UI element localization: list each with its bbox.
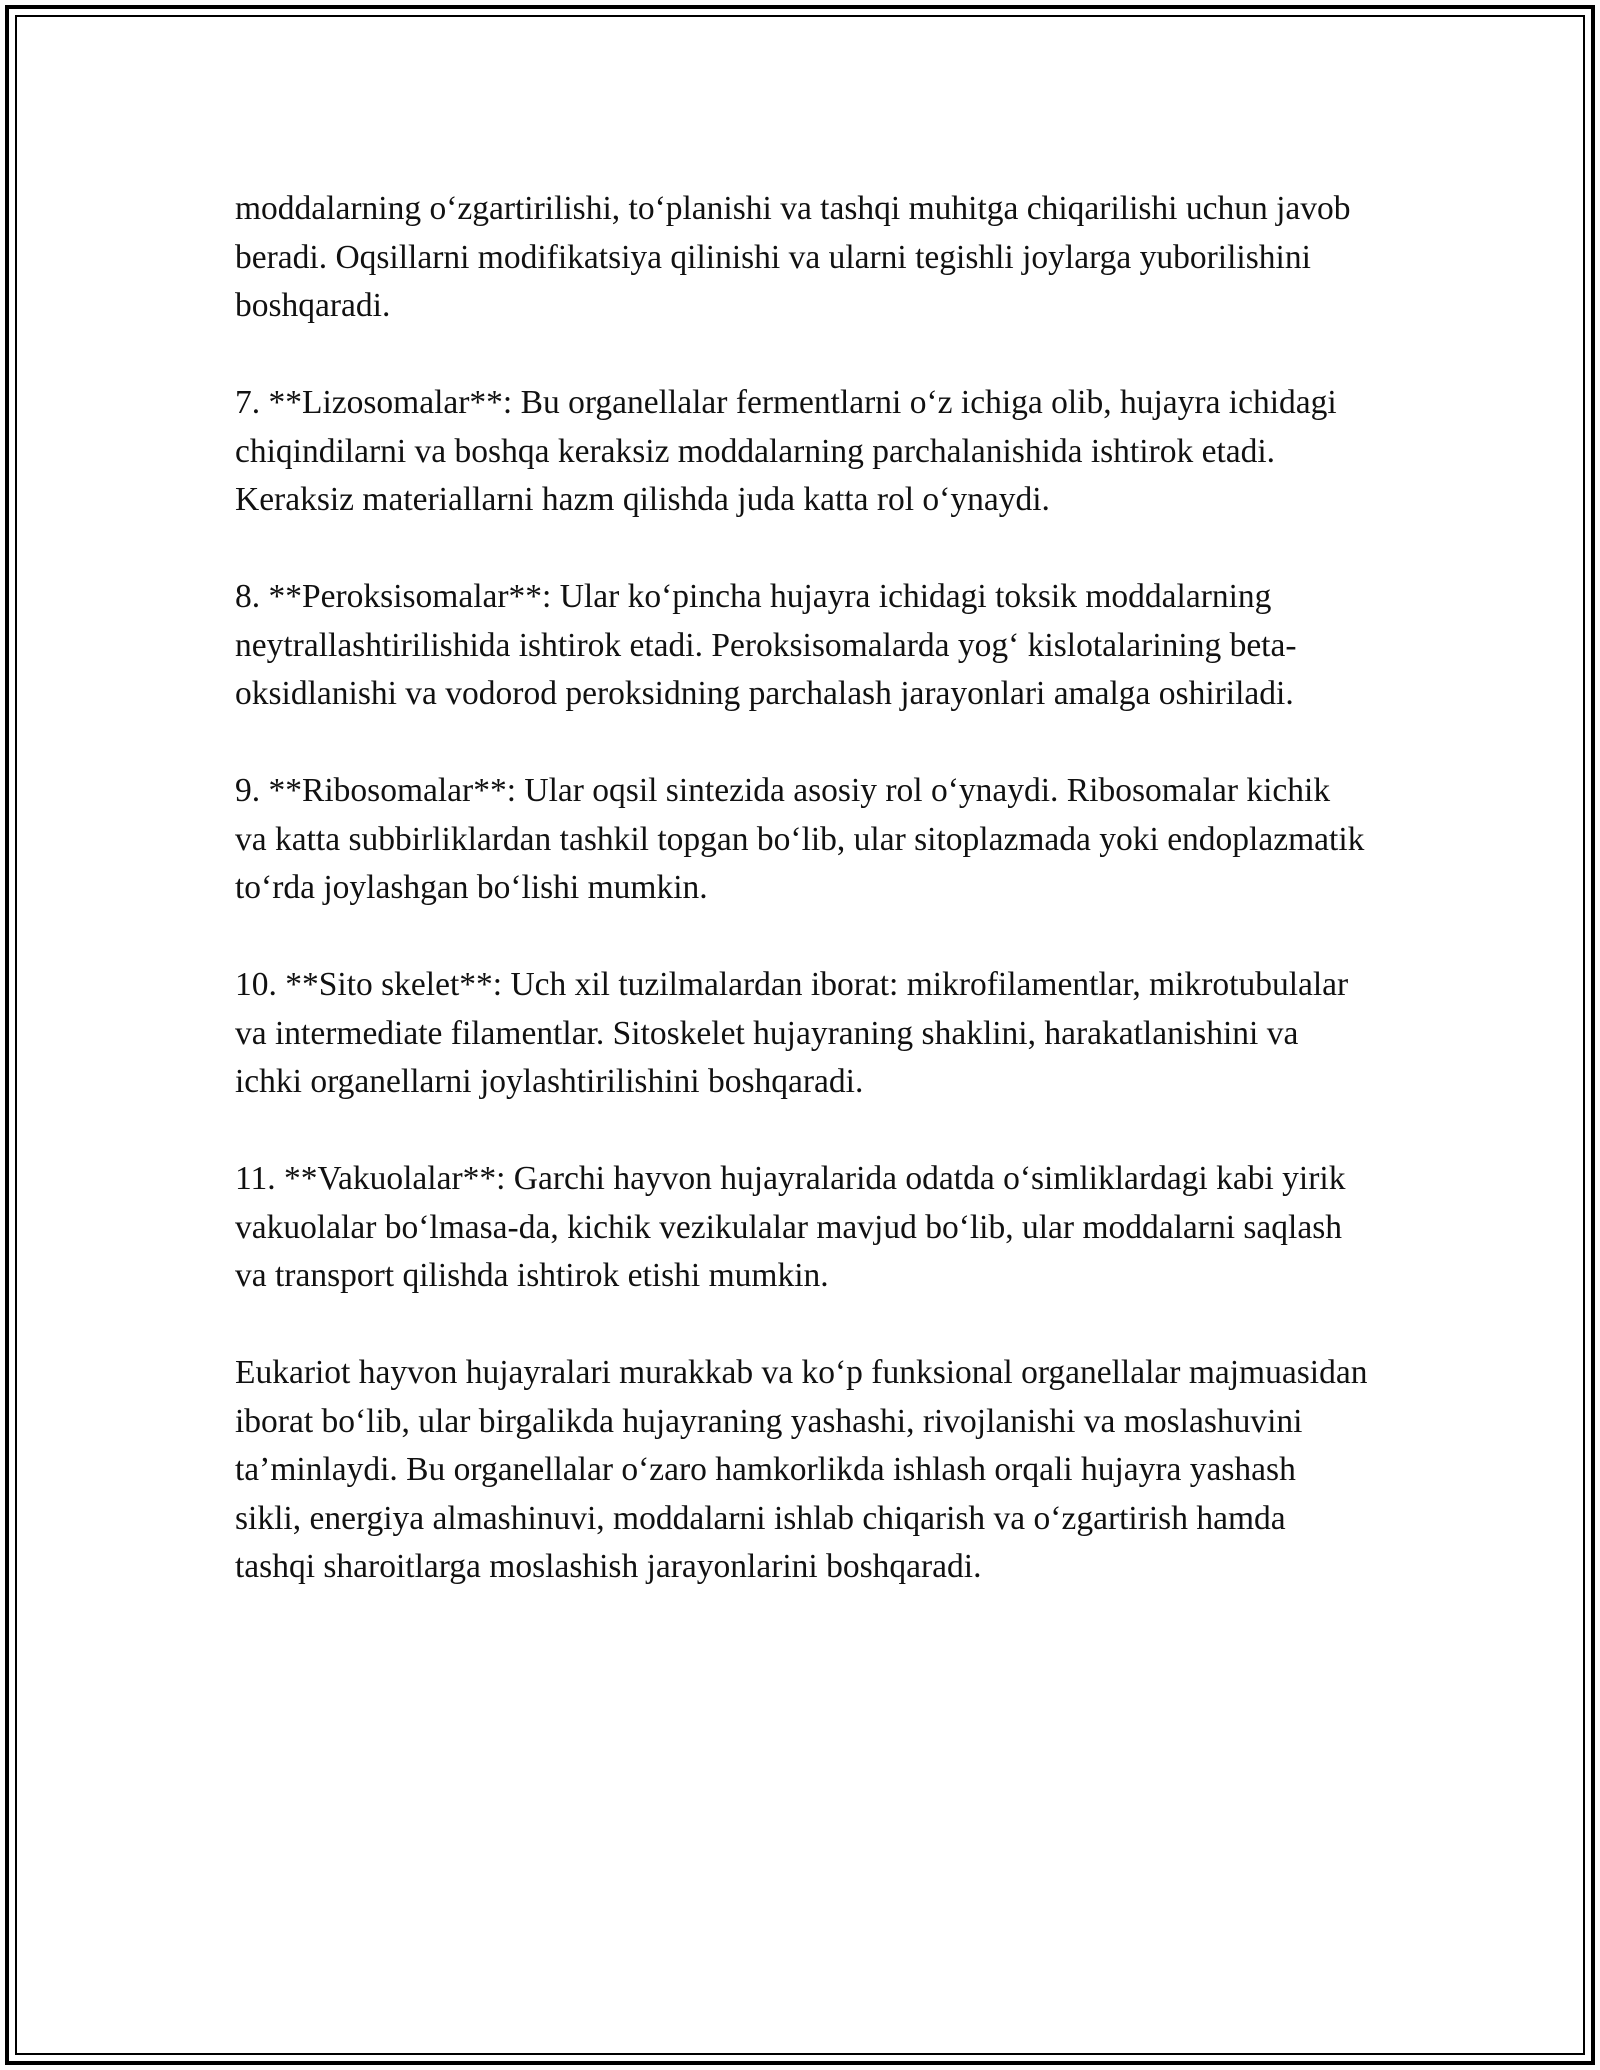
paragraph-conclusion: Eukariot hayvon hujayralari murakkab va ko‘p funksional organellalar majmuasidan iborat bo‘lib, ular birgalikda hujayraning yashashi, rivojlanishi va moslashuvini ta’minlaydi. Bu organellalar o‘zaro hamkorlikda ishlash orqali hujayra yashash sikli, energiya almashinuvi, moddalarni ishlab chiqarish va o‘zgartirish hamda tashqi sharoitlarga moslashish jarayonlarini boshqaradi. <box>235 1354 1368 1585</box>
paragraph-ribosomes: 9. **Ribosomalar**: Ular oqsil sintezida asosiy rol o‘ynaydi. Ribosomalar kichik va katta subbirliklardan tashkil topgan bo‘lib, ular sitoplazmada yoki endoplazmatik to‘rda joylashgan bo‘lishi mumkin. <box>235 772 1365 906</box>
paragraph-cytoskeleton: 10. **Sito skelet**: Uch xil tuzilmalardan iborat: mikrofilamentlar, mikrotubulalar va intermediate filamentlar. Sitoskelet hujayraning shaklini, harakatlanishini va ichki organellarni joylashtirilishini boshqaradi. <box>235 966 1349 1100</box>
paragraph-peroxisomes: 8. **Peroksisomalar**: Ular ko‘pincha hujayra ichidagi toksik moddalarning neytrallashtirilishida ishtirok etadi. Peroksisomalarda yog‘ kislotalarining beta-oksidlanishi va vodorod peroksidning parchalash jarayonlari amalga oshiriladi. <box>235 578 1297 712</box>
paragraph-vacuoles: 11. **Vakuolalar**: Garchi hayvon hujayralarida odatda o‘simliklardagi kabi yirik vakuolalar bo‘lmasa-da, kichik vezikulalar mavjud bo‘lib, ular moddalarni saqlash va transport qilishda ishtirok etishi mumkin. <box>235 1160 1346 1294</box>
paragraph-golgi-continuation: moddalarning o‘zgartirilishi, to‘planishi va tashqi muhitga chiqarilishi uchun javob beradi. Oqsillarni modifikatsiya qilinishi va ularni tegishli joylarga yuborilishini boshqaradi. <box>235 190 1351 324</box>
paragraph-lysosomes: 7. **Lizosomalar**: Bu organellalar fermentlarni o‘z ichiga olib, hujayra ichidagi chiqindilarni va boshqa keraksiz moddalarning parchalanishida ishtirok etadi. Keraksiz materiallarni hazm qilishda juda katta rol o‘ynaydi. <box>235 384 1337 518</box>
document-body <box>235 185 1370 1592</box>
